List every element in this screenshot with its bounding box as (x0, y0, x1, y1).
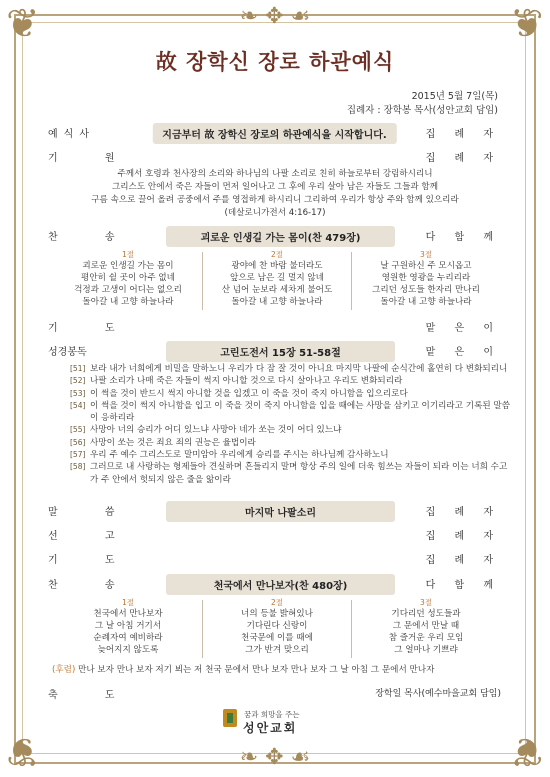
verse-text: 사망아 너의 승리가 어디 있느냐 사망아 네가 쏘는 것이 어디 있느냐 (90, 425, 342, 436)
hymn-verse (352, 598, 500, 656)
officiant: 집례자 : 장학봉 목사(성안교회 담임) (346, 105, 498, 116)
lyric-line: 기다린다 신랑이 (246, 621, 308, 631)
hymn-1-lyrics (54, 250, 499, 310)
verse-label: 1절 (121, 598, 135, 607)
order-label: 기 원 (48, 153, 137, 164)
lyric-line: 참 즐거운 우리 모임 (388, 633, 464, 643)
corner-ornament-bottom-left-icon: ❦ (6, 728, 40, 774)
sermon-title-pill: 마지막 나팔소리 (166, 501, 395, 522)
order-label: 찬 송 (48, 580, 137, 591)
verse-label: 3절 (419, 250, 433, 259)
hymn-verse (203, 250, 351, 308)
verse-text: 보라 내가 너희에게 비밀을 말하노니 우리가 다 잠 잘 것이 아니요 마지막 나팔에 순식간에 홀연히 다 변화되리니 (90, 364, 508, 374)
order-label: 예식사 (48, 129, 95, 140)
order-leader: 집 례 자 (425, 129, 501, 140)
church-tagline: 꿈과 희망을 주는 (244, 710, 300, 719)
scripture-verse (70, 388, 510, 400)
invocation-line: 그리스도 안에서 죽은 자들이 먼저 일어나고 그 후에 우리 살아 남은 자들도 그들과 함께 (111, 182, 439, 192)
lyric-line: 걱정과 고생이 어디는 없으리 (74, 285, 182, 295)
scripture-verse (70, 424, 510, 436)
order-leader: 다 함 께 (425, 580, 501, 591)
order-invocation (48, 148, 501, 164)
verse-number: [54] (70, 400, 86, 410)
lyric-line: 그리던 성도들 한자리 만나리 (372, 285, 480, 295)
order-label: 말 씀 (48, 507, 137, 518)
hymn-verse (352, 250, 500, 308)
verse-number: [51] (70, 364, 86, 373)
scripture-verse (70, 449, 510, 461)
order-leader: 집 례 자 (425, 555, 501, 566)
corner-ornament-bottom-right-icon: ❦ (510, 728, 544, 774)
scripture-passage (70, 363, 510, 486)
order-label: 선 고 (48, 531, 137, 542)
order-label: 축 도 (48, 690, 137, 701)
lyric-line: 그 문에서 만날 때 (392, 621, 460, 631)
order-opening (48, 124, 501, 140)
invocation-reference: (데살로니가전서 4:16-17) (224, 208, 326, 218)
order-prayer-2 (48, 550, 501, 566)
invocation-line: 주께서 호령과 천사장의 소리와 하나님의 나팔 소리로 친히 하늘로부터 강림하시리니 (117, 169, 433, 179)
service-date: 2015년 5월 7일(목) (411, 91, 498, 102)
order-declaration (48, 526, 501, 542)
lyric-line: 너의 등불 밝혀있나 (241, 609, 313, 619)
hymn-title-pill: 천국에서 만나보자(찬 480장) (166, 574, 395, 595)
lyric-line: 광야에 찬 바람 불더라도 (231, 261, 323, 271)
scripture-verse (70, 400, 510, 425)
hymn-verse (203, 598, 351, 656)
verse-text: 나팔 소리가 나매 죽은 자들이 썩지 아니할 것으로 다시 살아나고 우리도 변화되리라 (90, 376, 403, 387)
lyric-line: 산 넘어 눈보라 세차게 불어도 (221, 285, 333, 295)
order-label: 성경봉독 (48, 347, 87, 358)
hymn-2-lyrics (54, 598, 499, 658)
order-benediction (48, 685, 501, 701)
order-sermon (48, 502, 501, 518)
verse-label: 1절 (121, 250, 135, 259)
verse-label: 2절 (270, 598, 284, 607)
scripture-title-pill: 고린도전서 15장 51-58절 (166, 341, 395, 362)
lyric-line: 돌아갈 내 고향 하늘나라 (231, 297, 323, 307)
scripture-verse (70, 363, 510, 375)
church-logo-icon (223, 709, 237, 727)
lyric-line: 그 얼마나 기쁘랴 (394, 645, 458, 655)
order-leader: 장학일 목사(예수마을교회 담임) (375, 689, 501, 699)
lyric-line: 괴로운 인생길 가는 몸이 (82, 261, 174, 271)
hymn-chorus (52, 663, 502, 675)
verse-number: [52] (70, 376, 86, 386)
corner-ornament-top-left-icon: ❦ (6, 1, 40, 47)
hymn-verse (54, 598, 202, 656)
invocation-line: 구름 속으로 끌어 올려 공중에서 주를 영접하게 하시리니 그리하여 우리가 항상 주와 함께 있으리라 (91, 195, 459, 205)
verse-text: 그러므로 내 사랑하는 형제들아 견실하며 흔들리지 말며 항상 주의 일에 더욱 힘쓰는 자들이 되라 이는 너희 수고가 주 안에서 헛되지 않은 줄을 앎이라 (90, 462, 508, 485)
lyric-line: 영원한 영광을 누리리라 (381, 273, 471, 283)
lyric-line: 천국문에 이를 때에 (241, 633, 313, 643)
order-leader: 맡 은 이 (425, 347, 501, 358)
hymn-title-pill: 괴로운 인생길 가는 몸이(찬 479장) (166, 226, 395, 247)
verse-number: [55] (70, 425, 86, 435)
lyric-line: 평안히 쉴 곳이 아주 없네 (81, 273, 175, 283)
lyric-line: 그 날 아침 거기서 (94, 621, 162, 631)
verse-number: [53] (70, 388, 86, 398)
lyric-line: 순례자여 예비하라 (93, 633, 163, 643)
verse-label: 2절 (270, 250, 284, 259)
corner-ornament-top-right-icon: ❦ (510, 1, 544, 47)
order-title-pill: 지금부터 故 장학신 장로의 하관예식을 시작합니다. (152, 123, 396, 144)
order-hymn-2 (48, 575, 501, 591)
lyric-line: 돌아갈 내 고향 하늘나라 (380, 297, 472, 307)
verse-number: [58] (70, 462, 86, 472)
lyric-line: 늦어지지 않도록 (97, 645, 159, 655)
chorus-label: (후렴) (52, 665, 76, 675)
order-leader: 집 례 자 (425, 153, 501, 164)
verse-text: 사망이 쏘는 것은 죄요 죄의 권능은 율법이라 (90, 437, 256, 448)
invocation-text (60, 168, 490, 220)
verse-text: 우리 주 예수 그리스도로 말미암아 우리에게 승리를 주시는 하나님께 감사하노니 (90, 450, 389, 461)
church-name: 성안교회 (243, 721, 298, 735)
order-label: 기 도 (48, 555, 137, 566)
verse-number: [56] (70, 437, 86, 447)
top-ornament-icon: ❧ ✥ ☙ (239, 4, 311, 29)
lyric-line: 천국에서 만나보자 (93, 609, 163, 619)
lyric-line: 앞으로 남은 길 멀지 않네 (230, 273, 324, 283)
order-leader: 집 례 자 (425, 507, 501, 518)
page-title: 故 장학신 장로 하관예식 (155, 50, 395, 74)
order-label: 찬 송 (48, 232, 137, 243)
scripture-verse (70, 437, 510, 449)
verse-text: 이 썩을 것이 반드시 썩지 아니할 것을 입겠고 이 죽을 것이 죽지 아니함을 입으리로다 (90, 388, 408, 399)
lyric-line: 기다리던 성도들과 (391, 609, 461, 619)
verse-text: 이 썩을 것이 썩지 아니함을 입고 이 죽을 것이 죽지 아니함을 입을 때에는 사망을 삼키고 이기리라고 기록된 말씀이 응하리라 (90, 400, 511, 424)
scripture-verse (70, 375, 510, 387)
lyric-line: 날 구원하신 주 모시옵고 (380, 261, 472, 271)
lyric-line: 돌아갈 내 고향 하늘나라 (82, 297, 174, 307)
order-leader: 다 함 께 (425, 232, 501, 243)
verse-number: [57] (70, 450, 86, 460)
scripture-verse (70, 461, 510, 486)
lyric-line: 그가 반겨 맞으리 (245, 645, 309, 655)
order-leader: 집 례 자 (425, 531, 501, 542)
order-prayer-1 (48, 318, 501, 334)
order-hymn-1 (48, 227, 501, 243)
bottom-ornament-icon: ❧ ✥ ☙ (239, 745, 311, 770)
order-label: 기 도 (48, 323, 137, 334)
verse-label: 3절 (419, 598, 433, 607)
order-scripture (48, 342, 501, 358)
order-leader: 맡 은 이 (425, 323, 501, 334)
chorus-text: 만나 보자 만나 보자 저기 뵈는 저 천국 문에서 만나 보자 만나 보자 그 날 아침 그 문에서 만나자 (78, 665, 435, 675)
hymn-verse (54, 250, 202, 308)
